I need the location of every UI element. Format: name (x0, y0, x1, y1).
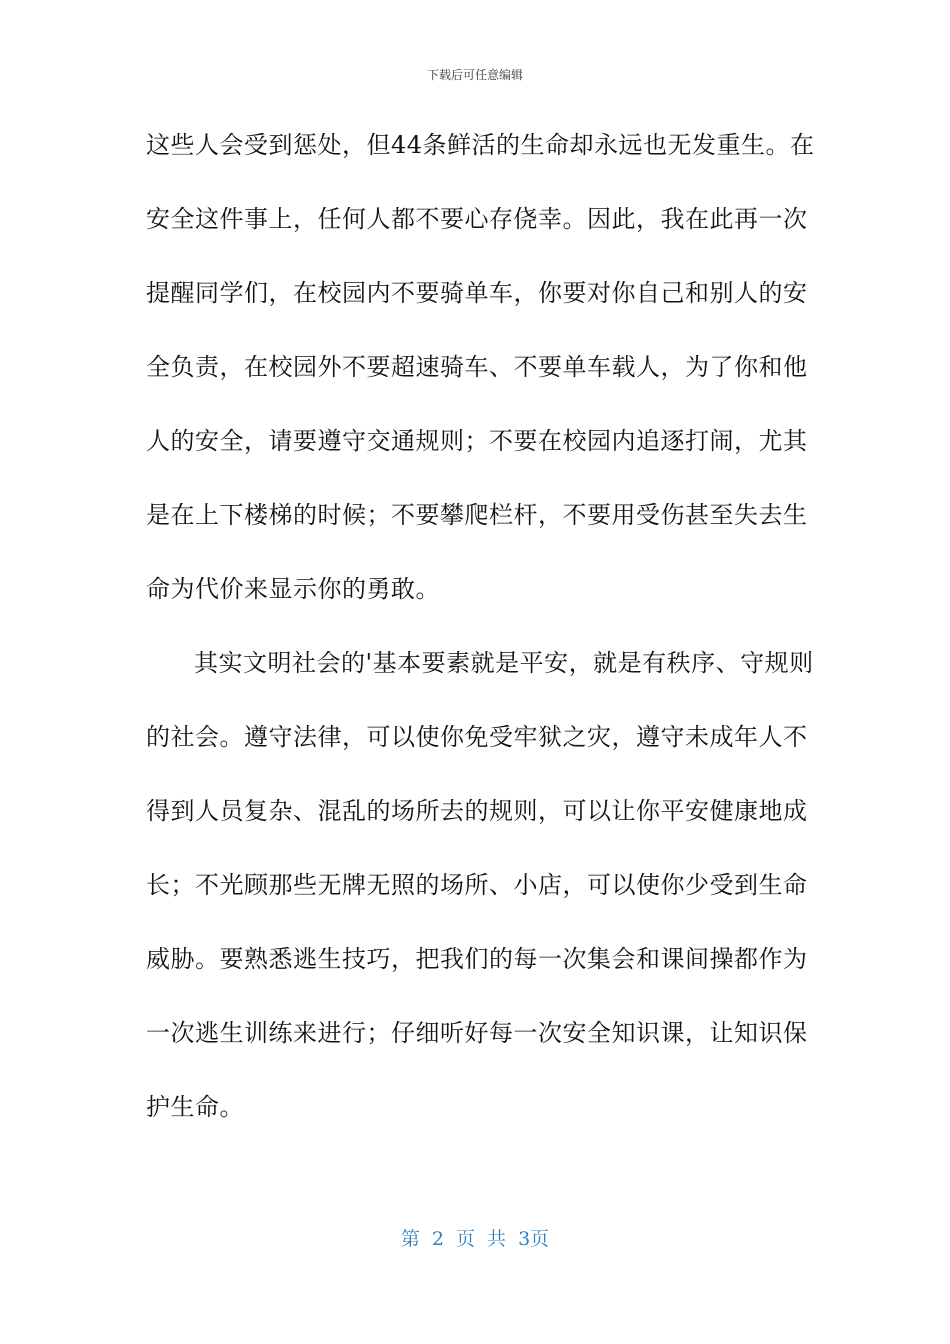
paragraph-2-line-3: 得到人员复杂、混乱的场所去的规则，可以让你平安健康地成 (146, 797, 808, 825)
paragraph-1-line-4: 全负责，在校园外不要超速骑车、不要单车载人，为了你和他 (146, 353, 808, 381)
paragraph-1-line-1: 这些人会受到惩处，但44条鲜活的生命却永远也无发重生。在 (146, 131, 815, 159)
paragraph-2-line-6: 一次逃生训练来进行；仔细听好每一次安全知识课，让知识保 (146, 1019, 808, 1047)
paragraph-2-line-2: 的社会。遵守法律，可以使你免受牢狱之灾，遵守未成年人不 (146, 723, 808, 751)
paragraph-1-line-6: 是在上下楼梯的时候；不要攀爬栏杆，不要用受伤甚至失去生 (146, 501, 808, 529)
paragraph-1-line-5: 人的安全，请要遵守交通规则；不要在校园内追逐打闹，尤其 (146, 427, 808, 455)
paragraph-2-line-4: 长；不光顾那些无牌无照的场所、小店，可以使你少受到生命 (146, 871, 808, 899)
page-number-footer: 第 2 页 共 3页 (400, 1228, 550, 1250)
paragraph-1-line-2: 安全这件事上，任何人都不要心存侥幸。因此，我在此再一次 (146, 205, 808, 233)
paragraph-2-line-7: 护生命。 (146, 1093, 244, 1121)
page-header-note: 下载后可任意编辑 (426, 68, 523, 82)
paragraph-1-line-7: 命为代价来显示你的勇敢。 (146, 575, 440, 603)
paragraph-2-line-5: 威胁。要熟悉逃生技巧，把我们的每一次集会和课间操都作为 (146, 945, 808, 973)
document-body (146, 120, 815, 1156)
paragraph-2-line-1: 其实文明社会的'基本要素就是平安，就是有秩序、守规则 (194, 649, 814, 677)
paragraph-1-line-3: 提醒同学们，在校园内不要骑单车，你要对你自己和别人的安 (146, 279, 808, 307)
